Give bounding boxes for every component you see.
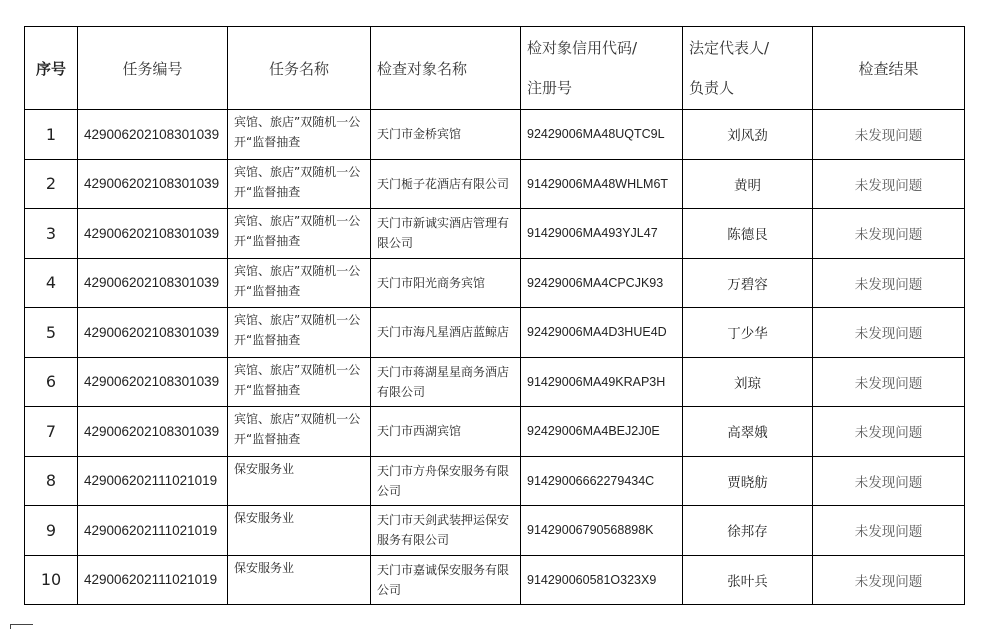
cell-no: 9	[25, 506, 78, 556]
cell-credit-code: 91429006MA48WHLM6T	[521, 159, 683, 209]
header-no: 序号	[25, 27, 78, 110]
cell-no: 5	[25, 308, 78, 358]
cell-no: 3	[25, 209, 78, 259]
cell-task-no: 429006202111021019	[78, 555, 228, 605]
cell-no: 4	[25, 258, 78, 308]
cell-task-name: 宾馆、旅店”双随机一公开“监督抽查	[228, 110, 371, 160]
cell-no: 8	[25, 456, 78, 506]
header-credit-code	[521, 27, 683, 110]
cell-representative: 刘风劲	[683, 110, 813, 160]
cell-representative: 丁少华	[683, 308, 813, 358]
cell-representative: 黄明	[683, 159, 813, 209]
header-credit-code-line2: 注册号	[527, 79, 573, 97]
cell-result: 未发现问题	[813, 209, 965, 259]
table-row	[25, 555, 965, 605]
cell-representative: 徐邦存	[683, 506, 813, 556]
cell-representative: 贾晓舫	[683, 456, 813, 506]
cell-task-no: 429006202108301039	[78, 407, 228, 457]
cell-target-name: 天门栀子花酒店有限公司	[371, 159, 521, 209]
header-task-no: 任务编号	[78, 27, 228, 110]
cell-credit-code: 91429006MA493YJL47	[521, 209, 683, 259]
table-body	[25, 110, 965, 605]
cell-credit-code: 91429006MA49KRAP3H	[521, 357, 683, 407]
cell-task-name: 宾馆、旅店”双随机一公开“监督抽查	[228, 258, 371, 308]
cell-task-name: 宾馆、旅店”双随机一公开“监督抽查	[228, 209, 371, 259]
cell-target-name: 天门市天剑武装押运保安服务有限公司	[371, 506, 521, 556]
cell-no: 6	[25, 357, 78, 407]
table-row	[25, 110, 965, 160]
header-representative-line1: 法定代表人/	[689, 39, 770, 57]
inspection-results-table	[24, 26, 965, 605]
cell-representative: 张叶兵	[683, 555, 813, 605]
cell-target-name: 天门市蒋湖星星商务酒店有限公司	[371, 357, 521, 407]
cell-task-no: 429006202108301039	[78, 357, 228, 407]
cell-credit-code: 91429006790568898K	[521, 506, 683, 556]
cell-credit-code: 92429006MA4CPCJK93	[521, 258, 683, 308]
cell-task-no: 429006202108301039	[78, 110, 228, 160]
cell-target-name: 天门市西湖宾馆	[371, 407, 521, 457]
cell-result: 未发现问题	[813, 407, 965, 457]
cell-no: 10	[25, 555, 78, 605]
cell-target-name: 天门市阳光商务宾馆	[371, 258, 521, 308]
cell-result: 未发现问题	[813, 506, 965, 556]
table-row	[25, 159, 965, 209]
cell-representative: 高翠娥	[683, 407, 813, 457]
header-task-name: 任务名称	[228, 27, 371, 110]
cell-target-name: 天门市金桥宾馆	[371, 110, 521, 160]
cell-result: 未发现问题	[813, 456, 965, 506]
cell-result: 未发现问题	[813, 555, 965, 605]
cell-task-no: 429006202111021019	[78, 506, 228, 556]
table-row	[25, 308, 965, 358]
cell-no: 7	[25, 407, 78, 457]
cell-credit-code: 92429006MA4D3HUE4D	[521, 308, 683, 358]
header-representative-line2: 负责人	[689, 79, 735, 97]
cell-representative: 万碧容	[683, 258, 813, 308]
cell-credit-code: 91429006662279434C	[521, 456, 683, 506]
table-header-row	[25, 27, 965, 110]
cell-task-name: 保安服务业	[228, 456, 371, 506]
page-corner-mark	[10, 624, 33, 629]
cell-task-name: 宾馆、旅店”双随机一公开“监督抽查	[228, 159, 371, 209]
cell-representative: 陈德艮	[683, 209, 813, 259]
cell-target-name: 天门市新诚实酒店管理有限公司	[371, 209, 521, 259]
cell-task-name: 保安服务业	[228, 555, 371, 605]
table-row	[25, 407, 965, 457]
cell-task-no: 429006202108301039	[78, 308, 228, 358]
cell-result: 未发现问题	[813, 308, 965, 358]
header-target-name: 检查对象名称	[371, 27, 521, 110]
cell-task-no: 429006202108301039	[78, 209, 228, 259]
cell-task-name: 保安服务业	[228, 506, 371, 556]
table-row	[25, 209, 965, 259]
cell-task-name: 宾馆、旅店”双随机一公开“监督抽查	[228, 407, 371, 457]
cell-no: 2	[25, 159, 78, 209]
cell-credit-code: 92429006MA4BEJ2J0E	[521, 407, 683, 457]
cell-target-name: 天门市海凡星酒店蓝鲸店	[371, 308, 521, 358]
header-representative	[683, 27, 813, 110]
cell-task-no: 429006202108301039	[78, 159, 228, 209]
cell-credit-code: 92429006MA48UQTC9L	[521, 110, 683, 160]
cell-result: 未发现问题	[813, 258, 965, 308]
cell-task-no: 429006202111021019	[78, 456, 228, 506]
cell-task-name: 宾馆、旅店”双随机一公开“监督抽查	[228, 357, 371, 407]
table-row	[25, 357, 965, 407]
cell-credit-code: 914290060581O323X9	[521, 555, 683, 605]
table-row	[25, 506, 965, 556]
cell-task-name: 宾馆、旅店”双随机一公开“监督抽查	[228, 308, 371, 358]
cell-result: 未发现问题	[813, 357, 965, 407]
cell-target-name: 天门市方舟保安服务有限公司	[371, 456, 521, 506]
cell-no: 1	[25, 110, 78, 160]
header-credit-code-line1: 检对象信用代码/	[527, 39, 638, 57]
cell-task-no: 429006202108301039	[78, 258, 228, 308]
table-row	[25, 456, 965, 506]
table-row	[25, 258, 965, 308]
cell-result: 未发现问题	[813, 110, 965, 160]
cell-representative: 刘琼	[683, 357, 813, 407]
cell-result: 未发现问题	[813, 159, 965, 209]
header-result: 检查结果	[813, 27, 965, 110]
cell-target-name: 天门市嘉诚保安服务有限公司	[371, 555, 521, 605]
